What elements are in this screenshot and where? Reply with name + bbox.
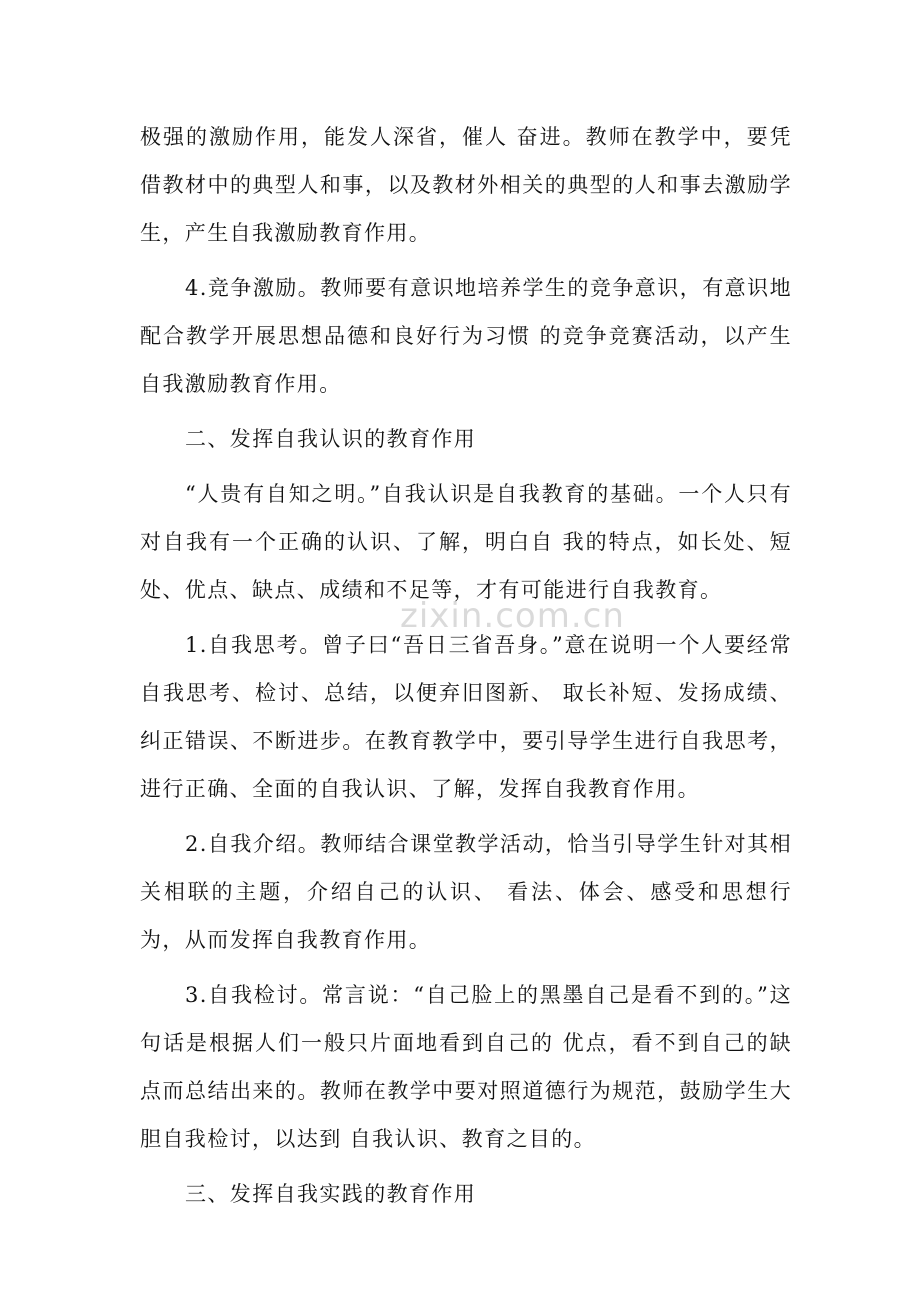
paragraph-2: 4.竞争激励。教师要有意识地培养学生的竞争意识，有意识地配合教学开展思想品德和良好行为习惯 的竞争竞赛活动，以产生自我激励教育作用。: [140, 276, 792, 396]
paragraph-6: 2.自我介绍。教师结合课堂教学活动，恰当引导学生针对其相关相联的主题，介绍自己的认识、 看法、体会、感受和思想行为，从而发挥自我教育作用。: [140, 832, 792, 952]
section-heading-2: 二、发挥自我认识的教育作用: [185, 427, 477, 451]
paragraph-4: “人贵有自知之明。”自我认识是自我教育的基础。一个人只有对自我有一个正确的认识、了解，明白自 我的特点，如长处、短处、优点、缺点、成绩和不足等，才有可能进行自我教育。: [140, 482, 792, 602]
paragraph-7: 3.自我检讨。常言说：“自己脸上的黑墨自己是看不到的。”这句话是根据人们一般只片面地看到自己的 优点，看不到自己的缺点而总结出来的。教师在教学中要对照道德行为规范，鼓励学生大胆自我检讨，以达到 自我认识、教育之目的。: [140, 983, 792, 1151]
paragraph-1: 极强的激励作用，能发人深省，催人 奋进。教师在教学中，要凭借教材中的典型人和事，以及教材外相关的典型的人和事去激励学生，产生自我激励教育作用。: [140, 125, 792, 245]
paragraph-5: 1.自我思考。曾子曰“吾日三省吾身。”意在说明一个人要经常自我思考、检讨、总结，以便弃旧图新、 取长补短、发扬成绩、纠正错误、不断进步。在教育教学中，要引导学生进行自我思考，进行正确、全面的自我认识、了解，发挥自我教育作用。: [140, 633, 792, 801]
section-heading-3: 三、发挥自我实践的教育作用: [185, 1182, 477, 1206]
document-body: [140, 113, 792, 1225]
watermark: zixin.com.cn: [400, 596, 625, 636]
